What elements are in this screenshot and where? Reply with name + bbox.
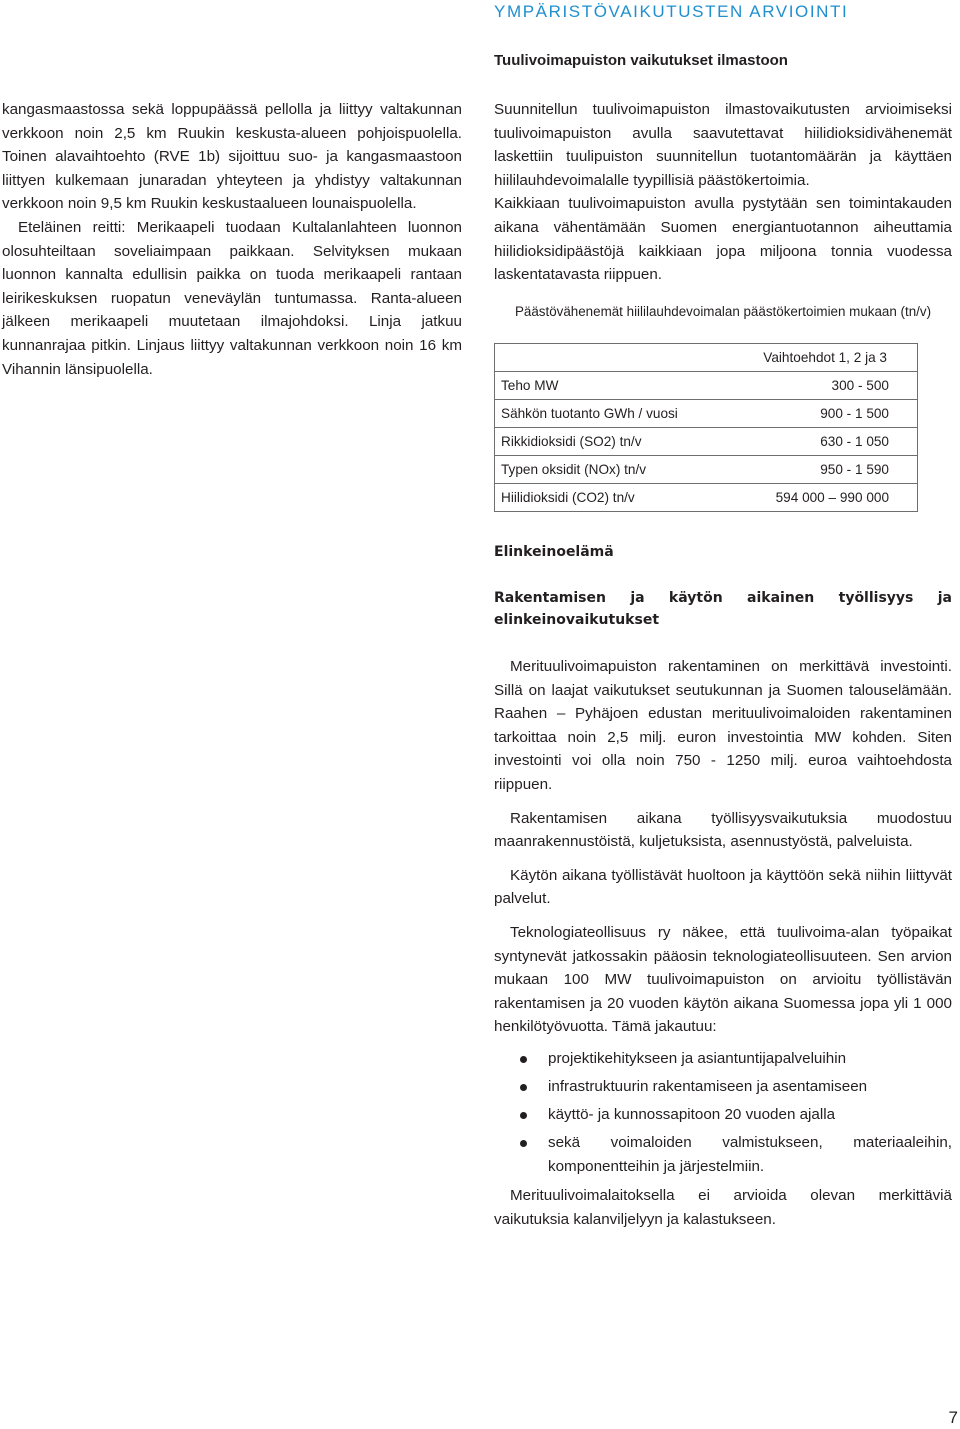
employment-list (494, 1047, 952, 1178)
table-row (495, 372, 918, 400)
row-label: Rikkidioksidi (SO2) tn/v (495, 428, 724, 456)
list-item-text: infrastruktuurin rakentamiseen ja asentamiseen (548, 1078, 868, 1095)
employment-subheading: Rakentamisen ja käytön aikainen työllisyys ja elinkeinovaikutukset (494, 590, 952, 628)
table-row (495, 400, 918, 428)
economy-paragraph-2: Rakentamisen aikana työllisyysvaikutuksia muodostuu maanrakennustöistä, kuljetuksista, asennustyöstä, palveluista. (494, 809, 952, 851)
list-item (494, 1131, 952, 1178)
row-label: Sähkön tuotanto GWh / vuosi (495, 400, 724, 428)
row-value: 300 - 500 (724, 372, 918, 400)
bullet-icon (520, 1056, 527, 1063)
route-paragraph: kangasmaastossa sekä loppupäässä pellolla ja liittyy valtakunnan verkkoon noin 2,5 km Ruukin keskusta-alueen pohjoispuolella. Toinen alavaihtoehto (RVE 1b) sijoittuu suo- ja kangasmaastoon liittyen kulkemaan junaradan yhteyteen ja yhdistyy valtakunnan verkkoon noin 9,5 km Ruukin keskustaalueen lounaispuolella. (2, 101, 462, 213)
row-label: Hiilidioksidi (CO2) tn/v (501, 490, 635, 505)
list-item-text: projektikehitykseen ja asiantuntijapalveluihin (548, 1049, 847, 1067)
page-subheading: Tuulivoimapuiston vaikutukset ilmastoon (494, 52, 788, 69)
southern-route-paragraph: Eteläinen reitti: Merikaapeli tuodaan Kultalanlahteen luonnon olosuhteiltaan soveliaimpaan paikkaan. Selvityksen mukaan luonnon kannalta edullisin paikka on tuoda merikaapeli rantaan leirikeskuksen ruopatun veneväylän tuntumassa. Ranta-alueen jälkeen merikaapeli muutetaan ilmajohdoksi. Linja jatkuu kunnanrajaa pitkin. Linjaus liittyy valtakunnan verkkoon noin 16 km Vihannin länsipuolella. (2, 218, 462, 378)
economy-paragraph-4: Teknologiateollisuus ry näkee, että tuulivoima-alan työpaikat syntynevät jatkossakin pääosin teknologiateollisuuteen. Sen arvion mukaan 100 MW tuulivoimapuiston on arvioitu työllistävän rakentamisen ja 20 vuoden käytön aikana Suomessa jopa yli 1 000 henkilötyövuotta. Tämä jakautuu: (494, 923, 952, 1036)
row-label: Typen oksidit (NOx) tn/v (495, 456, 724, 484)
bullet-icon (520, 1112, 527, 1119)
list-item (494, 1075, 952, 1099)
economy-heading: Elinkeinoelämä (494, 544, 614, 560)
climate-section (494, 98, 952, 287)
table-row (495, 428, 918, 456)
left-column (2, 98, 462, 381)
row-value: 950 - 1 590 (724, 456, 918, 484)
row-value: 630 - 1 050 (724, 428, 918, 456)
list-item-text: sekä voimaloiden valmistukseen, materiaaleihin, komponentteihin ja järjestelmiin. (548, 1134, 952, 1175)
climate-paragraph-2: Kaikkiaan tuulivoimapuiston avulla pystytään sen toimintakauden aikana vähentämään Suomen energiantuotannon aiheuttamia hiilidioksidipäästöjä kaikkiaan jopa miljoona tonnia vuodessa laskentatavasta riippuen. (494, 195, 952, 284)
economy-paragraph-3: Käytön aikana työllistävät huoltoon ja käyttöön sekä niihin liittyvät palvelut. (494, 866, 952, 908)
page-number: 7 (948, 1408, 958, 1427)
row-value: 900 - 1 500 (724, 400, 918, 428)
table-caption: Päästövähenemät hiililauhdevoimalan päästökertoimien mukaan (tn/v) (514, 304, 932, 319)
list-item (494, 1103, 952, 1127)
economy-paragraph-5: Merituulivoimalaitoksella ei arvioida olevan merkittäviä vaikutuksia kalanviljelyyn ja kalastukseen. (494, 1187, 952, 1228)
economy-section (494, 655, 952, 1232)
emission-table (494, 343, 918, 512)
list-item-text: käyttö- ja kunnossapitoon 20 vuoden ajalla (548, 1106, 836, 1124)
row-value: 594 000 – 990 000 (775, 490, 889, 505)
economy-paragraph-1: Merituulivoimapuiston rakentaminen on merkittävä investointi. Sillä on laajat vaikutukset seutukunnan ja Suomen talouselämään. Raahen – Pyhäjoen edustan merituulivoimaloiden rakentaminen tarkoittaa noin 2,5 milj. euron investointia MW kohden. Siten investointi voi olla noin 750 - 1250 milj. euroa vaihtoehdosta riippuen. (494, 658, 952, 793)
table-column-header: Vaihtoehdot 1, 2 ja 3 (724, 344, 918, 372)
row-label: Teho MW (495, 372, 724, 400)
table-header-row (495, 344, 918, 372)
bullet-icon (520, 1084, 527, 1091)
climate-paragraph-1: Suunnitellun tuulivoimapuiston ilmastovaikutusten arvioimiseksi tuulivoimapuiston avulla saavutettavat hiilidioksidivähenemät laskettiin tuulipuiston suunnitellun tuotantomäärän ja käyttäen hiililauhdevoimalalle tyypillisiä päästökertoimia. (494, 101, 952, 189)
table-row (495, 484, 918, 512)
section-title: YMPÄRISTÖVAIKUTUSTEN ARVIOINTI (494, 2, 849, 21)
bullet-icon (520, 1140, 527, 1147)
list-item (494, 1047, 952, 1071)
table-corner-cell (495, 344, 724, 372)
table-row (495, 456, 918, 484)
